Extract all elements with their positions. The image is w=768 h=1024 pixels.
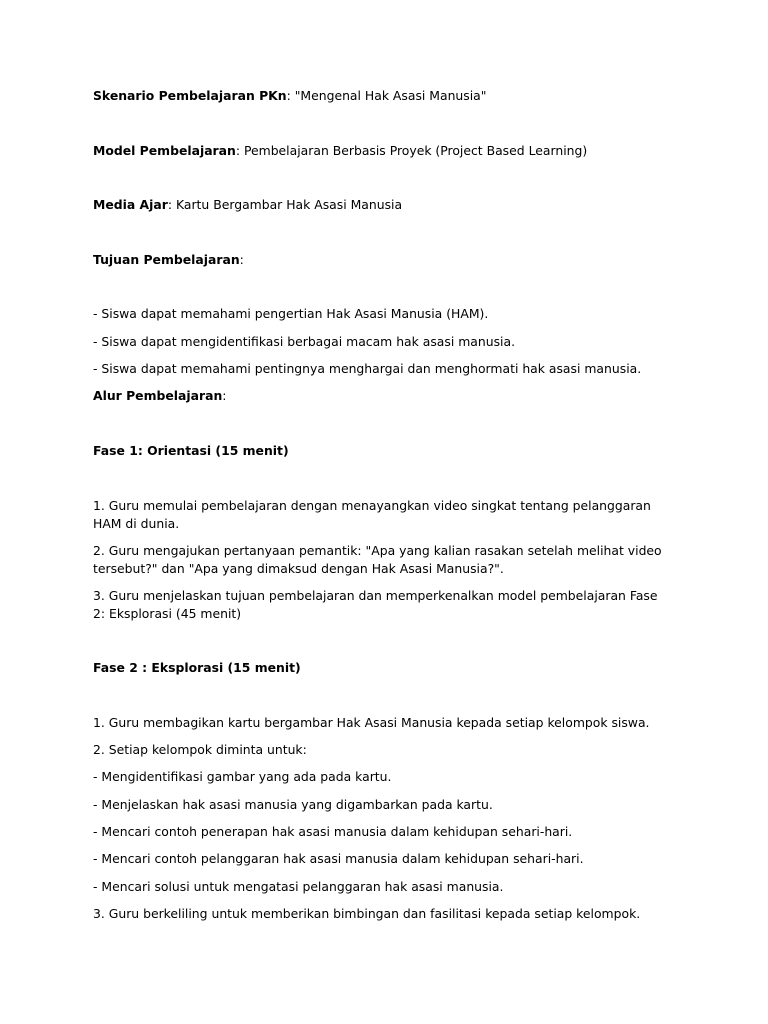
fase1-heading: Fase 1: Orientasi (15 menit) (93, 443, 289, 458)
tujuan-item: - Siswa dapat memahami pentingnya menghargai dan menghormati hak asasi manusia. (93, 361, 642, 376)
fase2-item: - Mengidentifikasi gambar yang ada pada kartu. (93, 769, 392, 784)
tujuan-heading-colon: : (239, 252, 244, 267)
model-label: Model Pembelajaran (93, 143, 236, 158)
skenario-line (93, 87, 673, 105)
media-value: : Kartu Bergambar Hak Asasi Manusia (167, 197, 403, 212)
fase1-item: 2. Guru mengajukan pertanyaan pemantik: "Apa yang kalian rasakan setelah melihat video tersebut?" dan "Apa yang dimaksud dengan Hak Asasi Manusia?". (93, 543, 662, 576)
fase2-heading: Fase 2 : Eksplorasi (15 menit) (93, 660, 301, 675)
fase2-item: - Mencari contoh penerapan hak asasi manusia dalam kehidupan sehari-hari. (93, 824, 573, 839)
skenario-value: : "Mengenal Hak Asasi Manusia" (286, 88, 487, 103)
tujuan-heading (93, 251, 673, 269)
fase2-item: 3. Guru berkeliling untuk memberikan bimbingan dan fasilitasi kepada setiap kelompok. (93, 906, 641, 921)
tujuan-item: - Siswa dapat memahami pengertian Hak Asasi Manusia (HAM). (93, 306, 489, 321)
tujuan-heading-text: Tujuan Pembelajaran (93, 252, 240, 267)
media-line (93, 196, 673, 214)
skenario-label: Skenario Pembelajaran PKn (93, 88, 287, 103)
alur-heading-colon: : (222, 388, 227, 403)
alur-heading (93, 387, 673, 405)
fase1-item: 1. Guru memulai pembelajaran dengan menayangkan video singkat tentang pelanggaran HAM di dunia. (93, 498, 651, 531)
media-label: Media Ajar (93, 197, 168, 212)
fase2-item: - Mencari contoh pelanggaran hak asasi manusia dalam kehidupan sehari-hari. (93, 851, 584, 866)
fase2-item: - Menjelaskan hak asasi manusia yang digambarkan pada kartu. (93, 797, 493, 812)
fase2-item: 2. Setiap kelompok diminta untuk: (93, 742, 307, 757)
fase2-item: 1. Guru membagikan kartu bergambar Hak Asasi Manusia kepada setiap kelompok siswa. (93, 715, 650, 730)
tujuan-item: - Siswa dapat mengidentifikasi berbagai macam hak asasi manusia. (93, 334, 516, 349)
fase1-item: 3. Guru menjelaskan tujuan pembelajaran dan memperkenalkan model pembelajaran Fase 2: Eksplorasi (45 menit) (93, 588, 658, 621)
model-value: : Pembelajaran Berbasis Proyek (Project Based Learning) (235, 143, 588, 158)
alur-heading-text: Alur Pembelajaran (93, 388, 223, 403)
fase2-item: - Mencari solusi untuk mengatasi pelanggaran hak asasi manusia. (93, 879, 504, 894)
model-line (93, 142, 673, 160)
